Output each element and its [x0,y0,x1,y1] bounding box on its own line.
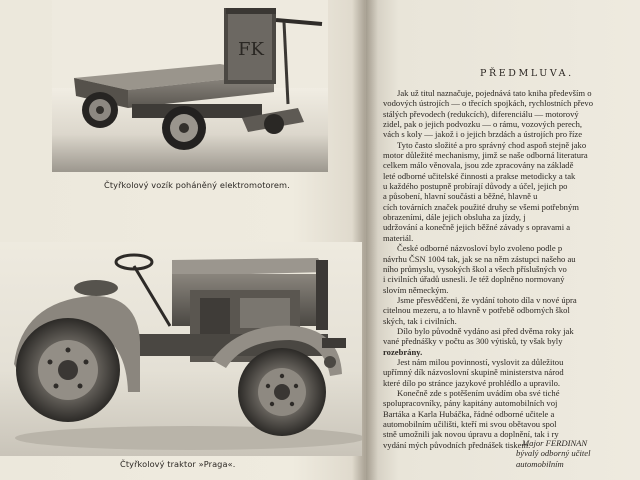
text-line: u každého postupně probírají důvody a účel, jejich po [383,181,568,192]
text-line: Jest nám milou povinností, vyslovit za důležitou [397,356,564,367]
text-line: vané přednášky v počtu as 300 výtisků, ty však byly [383,336,563,347]
text-line: zidel, pak o jejich podvozku — o rámu, vozových perech, [383,119,583,130]
preface-text [383,88,640,450]
text-line: stně umožnili jak novou úpravu a doplnění, tak i ry [383,429,559,440]
author-signature [516,438,640,469]
text-line: motor důležité mechanismy, jimž se naše odborná literatura [383,150,588,161]
signature-line: bývalý odborný učitel [516,448,591,459]
text-line: Tyto často složité a pro správný chod aspoň stejně jako [397,139,587,150]
preface-heading: PŘEDMLUVA. [480,68,574,79]
text-line: Dílo bylo původně vydáno asi před dvěma roky jak [397,325,574,336]
text-line: leté odborné učitelské činnosti a prakse metodicky a tak [383,170,576,181]
text-line: ských, tak i civilních. [383,315,457,326]
text-line: návrhu ČSN 1004 tak, jak se na něm zástupci našeho au [383,253,576,264]
text-line: Jsme přesvědčeni, že vydání tohoto díla v nové úpra [397,294,577,305]
text-line: České odborné názvosloví bylo zvoleno podle p [397,243,563,254]
electric-truck-photo [52,0,328,172]
text-line: i civilních úřadů usnesli. Je též doplněno normovaný [383,274,565,285]
text-line: materiál. [383,232,414,243]
text-line: vodových ústrojích — o třecích spojkách, rychlostních převo [383,98,594,109]
signature-line: Major FERDINAN [522,438,588,448]
figure-caption-truck: Čtyřkolový vozík poháněný elektromotorem. [104,180,290,190]
text-line: celkem málo věnovala, jsou zde zpracovány na základě [383,160,574,171]
text-line: upřímný dík názvoslovní skupině ministerstva národ [383,367,564,378]
text-line: slovím německým. [383,284,449,295]
figure-caption-tractor: Čtyřkolový traktor »Praga«. [120,459,236,469]
text-line: spolupracovníky, pány kapitány automobilních voj [383,398,558,409]
logo-mark: FK [238,39,264,60]
text-line: citelnou mezeru, a to hlavně v potřebě odborných škol [383,305,570,316]
text-line: udržování a konečně jejich běžné závady s opravami a [383,222,571,233]
text-line: rozebrány. [383,346,423,357]
text-line: které dílo po stránce jazykové prohlédlo a upravilo. [383,377,561,388]
text-line: automobilním učilišti, kteří mi svou obětavou spol [383,419,557,429]
tractor-photo [0,242,362,456]
text-line: Bartáka a Karla Hubáčka, řádné odborné učitele a [383,408,555,419]
text-line: Jak už titul naznačuje, pojednává tato kniha především o [397,88,592,98]
text-line: obrazeními, dále jejich obsluha za jízdy, j [383,212,526,223]
text-line: vydání mých původních přednášek tiskem. [383,439,531,450]
text-line: stálých převodech (redukcích), diferenciálu — motorový [383,108,579,119]
text-line: vách s koly — jakož i o jejich brzdách a ústrojích pro říze [383,129,583,140]
text-line: Konečně zde s potěšením uvádím oba své tiché [397,387,560,398]
text-line: cích továrních značek použité druhy se všemi potřebným [383,201,579,212]
text-line: a působení, hlavní součásti a běžné, hlavně u [383,191,538,202]
signature-line: automobilním [516,458,564,469]
text-line: ního průmyslu, vysokých škol a všech příslušných vo [383,263,567,274]
